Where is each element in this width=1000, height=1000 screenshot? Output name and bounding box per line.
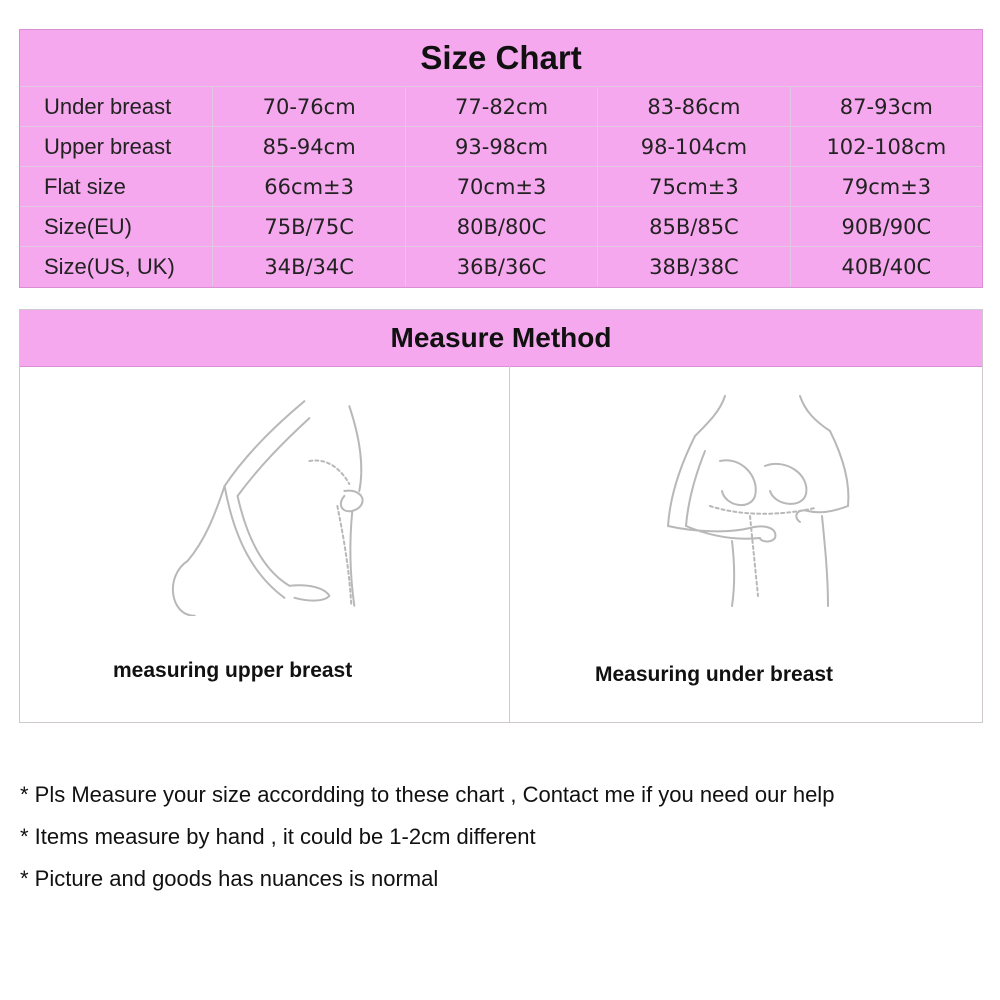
upper-breast-panel xyxy=(20,366,510,722)
table-row xyxy=(20,166,982,206)
upper-breast-illustration xyxy=(20,366,509,616)
table-cell: 79cm±3 xyxy=(790,167,982,206)
table-cell: 70-76cm xyxy=(212,87,404,126)
row-label: Under breast xyxy=(44,93,172,119)
row-label: Upper breast xyxy=(44,133,172,159)
table-cell: 36B/36C xyxy=(405,247,597,286)
table-cell: 80B/80C xyxy=(405,207,597,246)
table-cell: 87-93cm xyxy=(790,87,982,126)
table-cell: 66cm±3 xyxy=(212,167,404,206)
size-chart-table xyxy=(19,29,983,288)
table-cell: 40B/40C xyxy=(790,247,982,286)
table-cell: 93-98cm xyxy=(405,127,597,166)
table-row xyxy=(20,246,982,286)
row-label: Flat size xyxy=(44,173,126,199)
table-cell: 70cm±3 xyxy=(405,167,597,206)
table-cell: 98-104cm xyxy=(597,127,789,166)
under-breast-illustration xyxy=(510,366,982,616)
table-cell: 38B/38C xyxy=(597,247,789,286)
table-row xyxy=(20,86,982,126)
notes-list xyxy=(20,780,980,906)
note-item: * Pls Measure your size accordding to these chart , Contact me if you need our help xyxy=(20,782,835,807)
row-label: Size(US, UK) xyxy=(44,253,175,279)
table-cell: 75cm±3 xyxy=(597,167,789,206)
measure-method-panel xyxy=(19,309,983,723)
row-label: Size(EU) xyxy=(44,213,133,239)
upper-breast-caption: measuring upper breast xyxy=(113,659,353,682)
table-cell: 75B/75C xyxy=(212,207,404,246)
under-breast-caption: Measuring under breast xyxy=(595,663,834,686)
note-item: * Items measure by hand , it could be 1-2cm different xyxy=(20,824,536,849)
table-cell: 83-86cm xyxy=(597,87,789,126)
table-row xyxy=(20,126,982,166)
table-cell: 85-94cm xyxy=(212,127,404,166)
table-cell: 77-82cm xyxy=(405,87,597,126)
table-cell: 34B/34C xyxy=(212,247,404,286)
measure-method-title: Measure Method xyxy=(20,310,982,367)
table-cell: 85B/85C xyxy=(597,207,789,246)
table-row xyxy=(20,206,982,246)
under-breast-panel xyxy=(510,366,982,722)
size-chart-title: Size Chart xyxy=(420,39,582,76)
table-cell: 102-108cm xyxy=(790,127,982,166)
table-cell: 90B/90C xyxy=(790,207,982,246)
note-item: * Picture and goods has nuances is normal xyxy=(20,866,439,891)
